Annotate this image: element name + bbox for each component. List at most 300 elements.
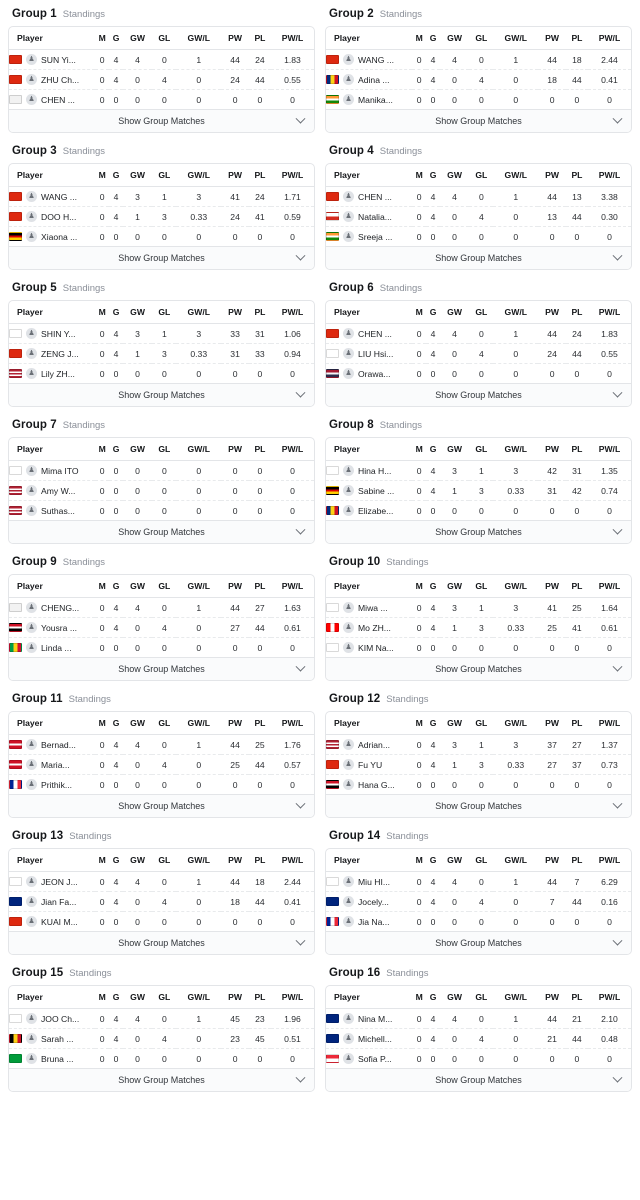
table-row[interactable] [9, 775, 314, 795]
standings-table [9, 164, 314, 246]
player-cell[interactable] [326, 344, 412, 364]
cell-pwl: 0 [271, 461, 314, 481]
avatar: ♟ [343, 642, 354, 653]
standings-table [326, 849, 631, 931]
table-row[interactable] [326, 775, 631, 795]
player-wrap [9, 94, 95, 105]
table-row[interactable] [9, 598, 314, 618]
show-group-matches-button[interactable] [9, 246, 314, 269]
group-title: Group 3 [12, 145, 57, 157]
column-header-gl: GL [152, 575, 176, 598]
cell-pwl: 0.55 [588, 344, 631, 364]
player-cell[interactable] [9, 344, 95, 364]
cell-gwl: 0 [176, 892, 221, 912]
cell-gwl: 1 [176, 598, 221, 618]
cell-m: 0 [412, 50, 426, 70]
cell-m: 0 [412, 324, 426, 344]
player-cell[interactable] [326, 227, 412, 247]
show-group-matches-label: Show Group Matches [118, 390, 205, 400]
table-row[interactable] [326, 892, 631, 912]
cell-gwl: 0 [196, 505, 202, 516]
cell-pl: 44 [249, 70, 271, 90]
column-header-pw-l: PW/L [588, 849, 631, 872]
group-header [8, 141, 315, 163]
player-cell[interactable] [326, 598, 412, 618]
standings-label: Standings [386, 831, 429, 842]
table-row[interactable] [326, 1029, 631, 1049]
standings-label: Standings [386, 557, 429, 568]
player-name: Adrian... [358, 739, 391, 750]
table-row[interactable] [9, 872, 314, 892]
show-group-matches-label: Show Group Matches [435, 527, 522, 537]
cell-pl: 0 [257, 1053, 263, 1064]
country-flag-icon [9, 603, 22, 612]
player-wrap [326, 896, 412, 907]
column-header-player: Player [326, 27, 412, 50]
table-row[interactable] [326, 364, 631, 384]
column-header-gw-l: GW/L [493, 164, 538, 187]
column-header-pw: PW [538, 986, 566, 1009]
cell-pl: 31 [566, 461, 588, 481]
show-group-matches-button[interactable] [9, 1068, 314, 1091]
cell-gl: 0 [478, 779, 484, 790]
cell-gl: 0 [161, 1053, 167, 1064]
player-cell[interactable] [9, 1049, 95, 1069]
player-cell[interactable] [9, 598, 95, 618]
player-wrap [326, 622, 412, 633]
cell-pw: 13 [538, 207, 566, 227]
country-flag-icon [9, 780, 22, 789]
table-header-row [9, 164, 314, 187]
cell-m: 0 [412, 461, 426, 481]
cell-gl: 4 [152, 1029, 176, 1049]
column-header-m: M [412, 164, 426, 187]
cell-gw: 0 [135, 368, 140, 379]
player-cell[interactable] [326, 70, 412, 90]
column-header-pw-l: PW/L [588, 164, 631, 187]
table-row[interactable] [326, 638, 631, 658]
column-header-player: Player [9, 986, 95, 1009]
player-name: Prithik... [41, 779, 73, 790]
player-cell[interactable] [326, 364, 412, 384]
player-cell[interactable] [9, 735, 95, 755]
cell-pl: 45 [249, 1029, 271, 1049]
column-header-g: G [109, 849, 122, 872]
column-header-player: Player [9, 27, 95, 50]
player-cell[interactable] [9, 1029, 95, 1049]
chevron-down-icon [296, 1072, 306, 1082]
standings-table [326, 438, 631, 520]
cell-m: 0 [99, 94, 105, 105]
table-row[interactable] [326, 872, 631, 892]
table-row[interactable] [9, 461, 314, 481]
cell-gw: 1 [440, 618, 470, 638]
player-cell[interactable] [9, 50, 95, 70]
player-cell[interactable] [9, 207, 95, 227]
table-row[interactable] [326, 50, 631, 70]
avatar: ♟ [26, 505, 37, 516]
player-cell[interactable] [326, 324, 412, 344]
avatar: ♟ [26, 465, 37, 476]
show-group-matches-button[interactable] [326, 246, 631, 269]
cell-gl: 0 [161, 368, 167, 379]
show-group-matches-button[interactable] [9, 931, 314, 954]
show-group-matches-button[interactable] [326, 657, 631, 680]
table-row[interactable] [326, 501, 631, 521]
cell-pw: 25 [221, 755, 249, 775]
column-header-player: Player [326, 712, 412, 735]
cell-pl: 0 [257, 779, 263, 790]
avatar: ♟ [343, 211, 354, 222]
cell-pwl: 1.71 [271, 187, 314, 207]
cell-gwl: 0 [196, 779, 202, 790]
cell-m: 0 [95, 324, 109, 344]
column-header-g: G [109, 986, 122, 1009]
standings-label: Standings [68, 694, 111, 705]
cell-gl: 0 [478, 94, 484, 105]
avatar: ♟ [26, 759, 37, 770]
player-cell[interactable] [9, 481, 95, 501]
show-group-matches-label: Show Group Matches [435, 801, 522, 811]
chevron-down-icon [296, 387, 306, 397]
show-group-matches-button[interactable] [9, 657, 314, 680]
standings-card [8, 574, 315, 681]
cell-pl: 0 [257, 231, 263, 242]
table-header-row [326, 438, 631, 461]
show-group-matches-button[interactable] [326, 109, 631, 132]
column-header-pl: PL [566, 575, 588, 598]
show-group-matches-button[interactable] [9, 109, 314, 132]
cell-pw: 25 [538, 618, 566, 638]
country-flag-icon [326, 1014, 339, 1023]
column-header-player: Player [326, 849, 412, 872]
avatar: ♟ [343, 485, 354, 496]
cell-gw: 0 [135, 231, 140, 242]
cell-gw: 4 [440, 324, 470, 344]
cell-gl: 4 [152, 618, 176, 638]
avatar: ♟ [26, 368, 37, 379]
country-flag-icon [9, 1034, 22, 1043]
table-row[interactable] [9, 187, 314, 207]
column-header-pw-l: PW/L [588, 27, 631, 50]
player-cell[interactable] [9, 501, 95, 521]
player-cell[interactable] [9, 227, 95, 247]
show-group-matches-button[interactable] [326, 383, 631, 406]
standings-table [9, 301, 314, 383]
table-header-row [326, 712, 631, 735]
country-flag-icon [326, 329, 339, 338]
cell-g: 0 [430, 1053, 436, 1064]
table-row[interactable] [9, 618, 314, 638]
table-row[interactable] [9, 912, 314, 932]
player-cell[interactable] [326, 1009, 412, 1029]
cell-pl: 0 [574, 916, 580, 927]
player-cell[interactable] [9, 638, 95, 658]
player-cell[interactable] [326, 872, 412, 892]
table-row[interactable] [326, 735, 631, 755]
table-row[interactable] [326, 481, 631, 501]
player-cell[interactable] [326, 501, 412, 521]
player-cell[interactable] [326, 755, 412, 775]
show-group-matches-button[interactable] [9, 383, 314, 406]
cell-gw: 0 [440, 70, 470, 90]
cell-gw: 4 [123, 1009, 153, 1029]
cell-gl: 0 [478, 1053, 484, 1064]
standings-card [325, 711, 632, 818]
cell-gwl: 0.33 [493, 755, 538, 775]
table-row[interactable] [9, 227, 314, 247]
cell-gw: 0 [135, 779, 140, 790]
show-group-matches-button[interactable] [326, 794, 631, 817]
table-row[interactable] [326, 70, 631, 90]
player-cell[interactable] [9, 90, 95, 110]
cell-pw: 23 [221, 1029, 249, 1049]
table-row[interactable] [9, 50, 314, 70]
cell-pw: 41 [538, 598, 566, 618]
table-row[interactable] [326, 598, 631, 618]
table-row[interactable] [326, 187, 631, 207]
player-wrap [326, 485, 412, 496]
cell-pwl: 0.30 [588, 207, 631, 227]
show-group-matches-button[interactable] [326, 520, 631, 543]
cell-gw: 4 [123, 598, 153, 618]
table-row[interactable] [326, 1049, 631, 1069]
country-flag-icon [9, 623, 22, 632]
show-group-matches-button[interactable] [9, 520, 314, 543]
group-block [325, 278, 632, 407]
group-header [325, 826, 632, 848]
player-cell[interactable] [326, 1029, 412, 1049]
cell-g: 4 [109, 324, 122, 344]
cell-pwl: 0.74 [588, 481, 631, 501]
standings-label: Standings [386, 968, 429, 979]
cell-m: 0 [416, 368, 422, 379]
player-cell[interactable] [9, 912, 95, 932]
player-wrap [9, 74, 95, 85]
cell-pwl: 0 [607, 1053, 612, 1064]
show-group-matches-button[interactable] [326, 931, 631, 954]
cell-pwl: 0 [290, 642, 295, 653]
table-row[interactable] [9, 638, 314, 658]
column-header-pw-l: PW/L [271, 986, 314, 1009]
show-group-matches-label: Show Group Matches [118, 527, 205, 537]
country-flag-icon [326, 486, 339, 495]
column-header-gl: GL [152, 438, 176, 461]
player-cell[interactable] [326, 892, 412, 912]
cell-m: 0 [95, 70, 109, 90]
avatar: ♟ [26, 622, 37, 633]
table-row[interactable] [9, 70, 314, 90]
avatar: ♟ [343, 368, 354, 379]
cell-pl: 0 [257, 94, 263, 105]
column-header-m: M [95, 301, 109, 324]
player-cell[interactable] [9, 872, 95, 892]
country-flag-icon [326, 95, 339, 104]
player-name: Sofia P... [358, 1053, 392, 1064]
table-row[interactable] [9, 344, 314, 364]
column-header-pl: PL [566, 438, 588, 461]
show-group-matches-label: Show Group Matches [435, 664, 522, 674]
player-cell[interactable] [326, 187, 412, 207]
column-header-m: M [412, 712, 426, 735]
show-group-matches-button[interactable] [326, 1068, 631, 1091]
cell-pl: 23 [249, 1009, 271, 1029]
player-cell[interactable] [326, 461, 412, 481]
table-row[interactable] [9, 324, 314, 344]
country-flag-icon [326, 232, 339, 241]
country-flag-icon [326, 506, 339, 515]
player-cell[interactable] [9, 461, 95, 481]
player-cell[interactable] [326, 90, 412, 110]
cell-gwl: 0 [513, 231, 519, 242]
player-wrap [9, 368, 95, 379]
table-row[interactable] [326, 207, 631, 227]
table-row[interactable] [9, 735, 314, 755]
cell-m: 0 [412, 207, 426, 227]
cell-gwl: 0.33 [493, 618, 538, 638]
player-wrap [326, 465, 412, 476]
cell-pwl: 0.41 [271, 892, 314, 912]
column-header-g: G [109, 575, 122, 598]
column-header-pl: PL [249, 164, 271, 187]
table-row[interactable] [9, 364, 314, 384]
show-group-matches-label: Show Group Matches [118, 1075, 205, 1085]
cell-gw: 4 [440, 50, 470, 70]
cell-pl: 44 [566, 70, 588, 90]
cell-g: 4 [426, 207, 439, 227]
player-cell[interactable] [326, 638, 412, 658]
table-row[interactable] [326, 1009, 631, 1029]
avatar: ♟ [343, 191, 354, 202]
cell-pw: 0 [549, 1053, 555, 1064]
table-row[interactable] [326, 90, 631, 110]
avatar: ♟ [343, 54, 354, 65]
cell-pl: 44 [249, 755, 271, 775]
player-cell[interactable] [9, 324, 95, 344]
player-wrap [326, 348, 412, 359]
cell-gw: 4 [123, 50, 153, 70]
cell-pw: 24 [538, 344, 566, 364]
table-row[interactable] [326, 618, 631, 638]
cell-gl: 0 [478, 368, 484, 379]
table-row[interactable] [9, 501, 314, 521]
column-header-player: Player [326, 438, 412, 461]
cell-pl: 0 [574, 368, 580, 379]
cell-gwl: 1 [493, 324, 538, 344]
player-name: Linda ... [41, 642, 72, 653]
column-header-gl: GL [469, 986, 493, 1009]
player-cell[interactable] [9, 775, 95, 795]
cell-gwl: 0 [513, 94, 519, 105]
player-cell[interactable] [326, 1049, 412, 1069]
column-header-m: M [95, 986, 109, 1009]
table-row[interactable] [9, 892, 314, 912]
table-row[interactable] [9, 90, 314, 110]
player-cell[interactable] [326, 912, 412, 932]
table-row[interactable] [9, 1049, 314, 1069]
table-row[interactable] [326, 912, 631, 932]
cell-pw: 0 [549, 231, 555, 242]
column-header-gw: GW [123, 712, 153, 735]
table-row[interactable] [9, 755, 314, 775]
player-cell[interactable] [9, 1009, 95, 1029]
standings-table [9, 575, 314, 657]
cell-g: 4 [109, 735, 122, 755]
cell-pl: 33 [249, 344, 271, 364]
column-header-pw: PW [221, 301, 249, 324]
player-cell[interactable] [326, 207, 412, 227]
table-row[interactable] [326, 344, 631, 364]
player-name: Adina ... [358, 74, 390, 85]
cell-gwl: 0 [196, 1053, 202, 1064]
cell-gw: 1 [123, 344, 153, 364]
player-name: Nina M... [358, 1013, 393, 1024]
cell-m: 0 [412, 1009, 426, 1029]
player-wrap [9, 328, 95, 339]
group-block [8, 141, 315, 270]
cell-g: 0 [109, 481, 122, 501]
player-cell[interactable] [326, 618, 412, 638]
player-cell[interactable] [9, 892, 95, 912]
cell-g: 4 [426, 324, 439, 344]
table-row[interactable] [9, 481, 314, 501]
table-row[interactable] [326, 755, 631, 775]
cell-pl: 44 [566, 892, 588, 912]
table-row[interactable] [9, 1029, 314, 1049]
cell-pwl: 0.61 [588, 618, 631, 638]
table-row[interactable] [326, 324, 631, 344]
cell-g: 4 [426, 618, 439, 638]
avatar: ♟ [26, 1053, 37, 1064]
standings-table [326, 712, 631, 794]
cell-gw: 3 [123, 324, 153, 344]
group-title: Group 7 [12, 419, 57, 431]
cell-gwl: 0 [513, 1053, 519, 1064]
country-flag-icon [326, 1054, 339, 1063]
cell-g: 4 [426, 872, 439, 892]
player-cell[interactable] [326, 50, 412, 70]
player-cell[interactable] [9, 755, 95, 775]
column-header-pw: PW [221, 986, 249, 1009]
table-row[interactable] [326, 461, 631, 481]
country-flag-icon [326, 897, 339, 906]
player-wrap [9, 485, 95, 496]
player-cell[interactable] [326, 775, 412, 795]
player-cell[interactable] [326, 481, 412, 501]
cell-gwl: 1 [493, 50, 538, 70]
player-cell[interactable] [326, 735, 412, 755]
player-cell[interactable] [9, 187, 95, 207]
table-row[interactable] [326, 227, 631, 247]
player-wrap [9, 739, 95, 750]
column-header-player: Player [326, 164, 412, 187]
table-row[interactable] [9, 1009, 314, 1029]
player-cell[interactable] [9, 70, 95, 90]
cell-pwl: 1.06 [271, 324, 314, 344]
cell-pw: 18 [221, 892, 249, 912]
column-header-pl: PL [566, 712, 588, 735]
cell-g: 0 [113, 94, 119, 105]
country-flag-icon [326, 780, 339, 789]
player-cell[interactable] [9, 364, 95, 384]
cell-gwl: 0.33 [176, 344, 221, 364]
table-row[interactable] [9, 207, 314, 227]
table-header-row [9, 575, 314, 598]
column-header-gw: GW [440, 164, 470, 187]
show-group-matches-button[interactable] [9, 794, 314, 817]
player-cell[interactable] [9, 618, 95, 638]
column-header-m: M [95, 712, 109, 735]
